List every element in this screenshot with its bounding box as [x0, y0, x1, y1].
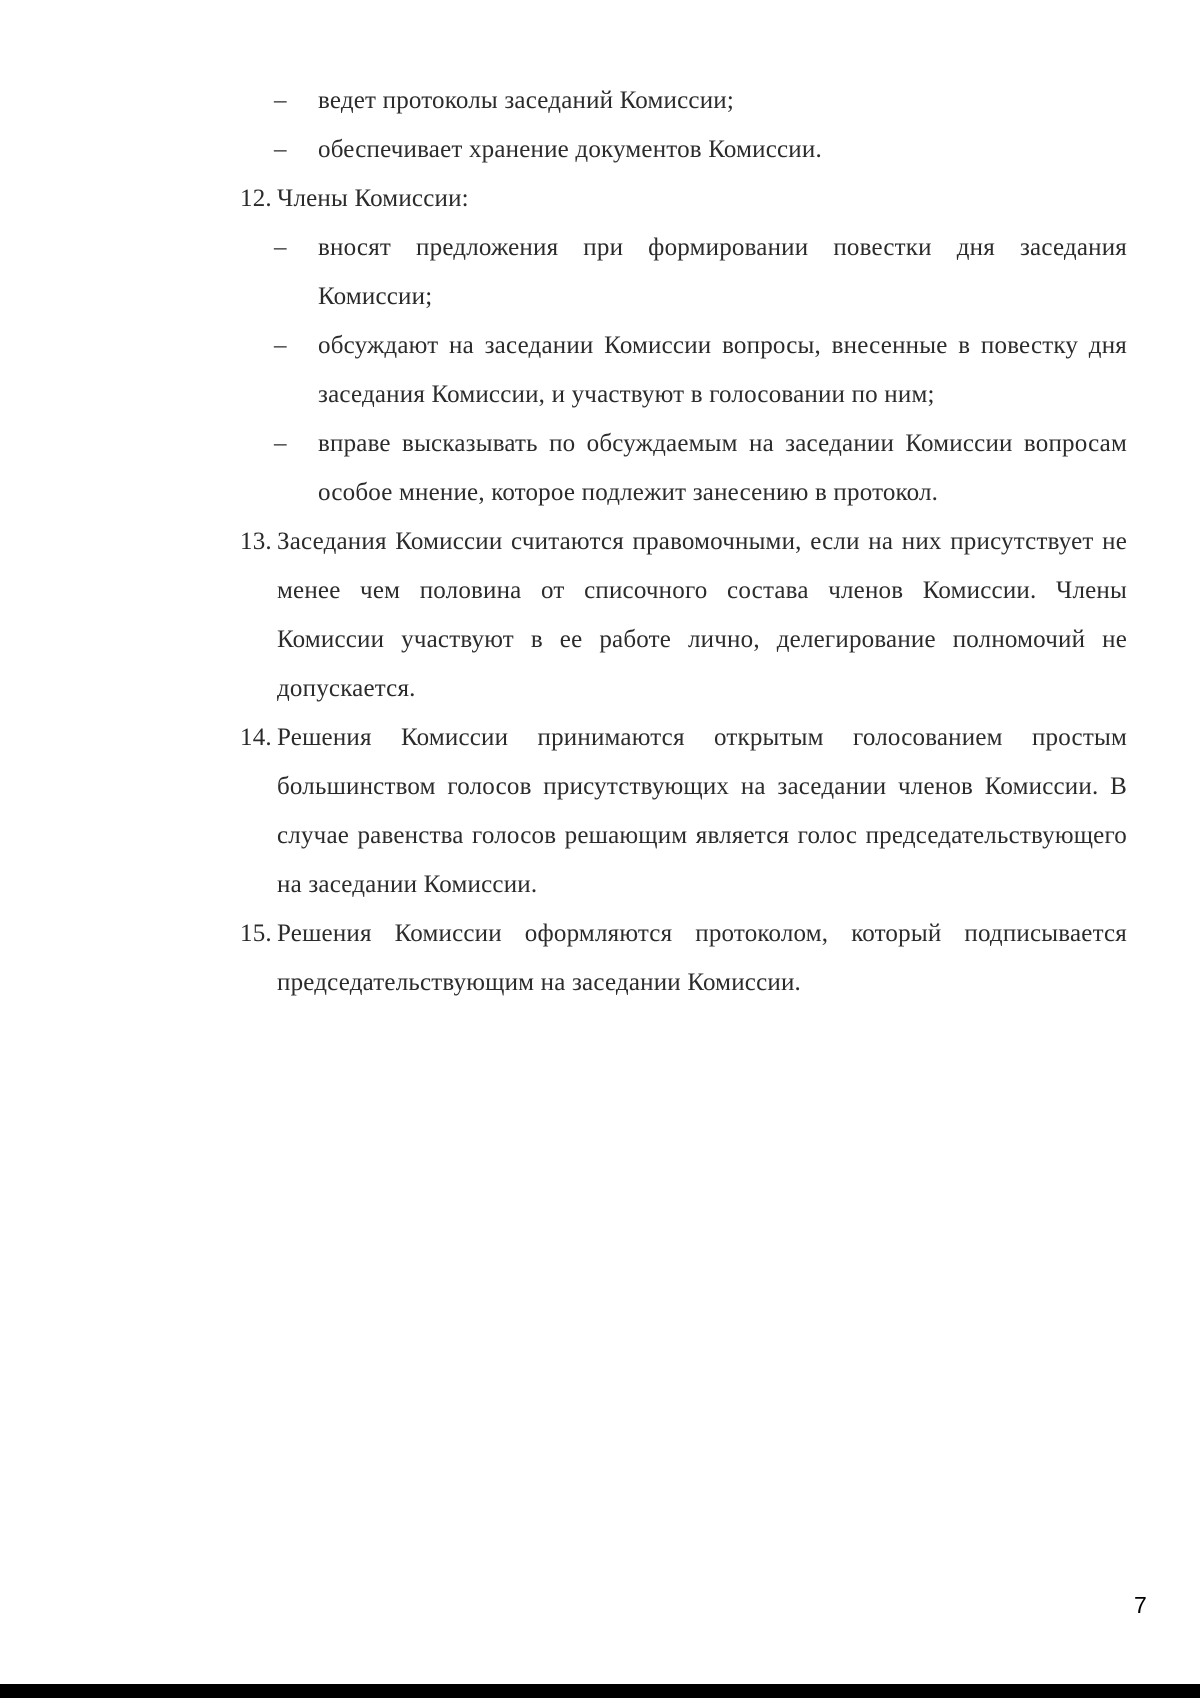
page-number: 7	[1134, 1592, 1147, 1618]
bullet-dash: –	[274, 136, 287, 163]
section-text: Заседания Комиссии считаются правомочными, если на них присутствует не менее чем половина от списочного состава членов Комиссии. Члены Комиссии участвуют в ее работе лично, делегирование полномочий не допускается.	[277, 528, 1127, 702]
section-14	[240, 713, 1127, 909]
section-13	[240, 517, 1127, 713]
section-text: Решения Комиссии принимаются открытым голосованием простым большинством голосов присутствующих на заседании членов Комиссии. В случае равенства голосов решающим является голос председательствующего на заседании Комиссии.	[277, 724, 1127, 898]
section-number: 14.	[240, 724, 272, 751]
section-number: 12.	[240, 185, 272, 212]
bullet-text: обсуждают на заседании Комиссии вопросы, внесенные в повестку дня заседания Комиссии, и участвуют в голосовании по ним;	[318, 332, 1127, 408]
list-item	[240, 223, 1127, 321]
section-number: 13.	[240, 528, 272, 555]
bullet-dash: –	[274, 430, 287, 457]
bullet-text: ведет протоколы заседаний Комиссии;	[318, 87, 735, 114]
list-item	[240, 76, 1127, 125]
list-item	[240, 321, 1127, 419]
section-number: 15.	[240, 920, 272, 947]
bullet-text: обеспечивает хранение документов Комиссии.	[318, 136, 822, 163]
bullet-dash: –	[274, 332, 287, 359]
scan-border	[0, 1684, 1200, 1698]
list-item	[240, 419, 1127, 517]
section-text: Решения Комиссии оформляются протоколом, который подписывается председательствующим на заседании Комиссии.	[277, 920, 1127, 996]
list-item	[240, 125, 1127, 174]
bullet-dash: –	[274, 234, 287, 261]
bullet-dash: –	[274, 87, 287, 114]
section-12	[240, 174, 1127, 223]
bullet-text: вправе высказывать по обсуждаемым на заседании Комиссии вопросам особое мнение, которое подлежит занесению в протокол.	[318, 430, 1127, 506]
bullet-text: вносят предложения при формировании повестки дня заседания Комиссии;	[318, 234, 1127, 310]
document-body	[240, 76, 1127, 1007]
section-text: Члены Комиссии:	[277, 185, 469, 212]
section-15	[240, 909, 1127, 1007]
